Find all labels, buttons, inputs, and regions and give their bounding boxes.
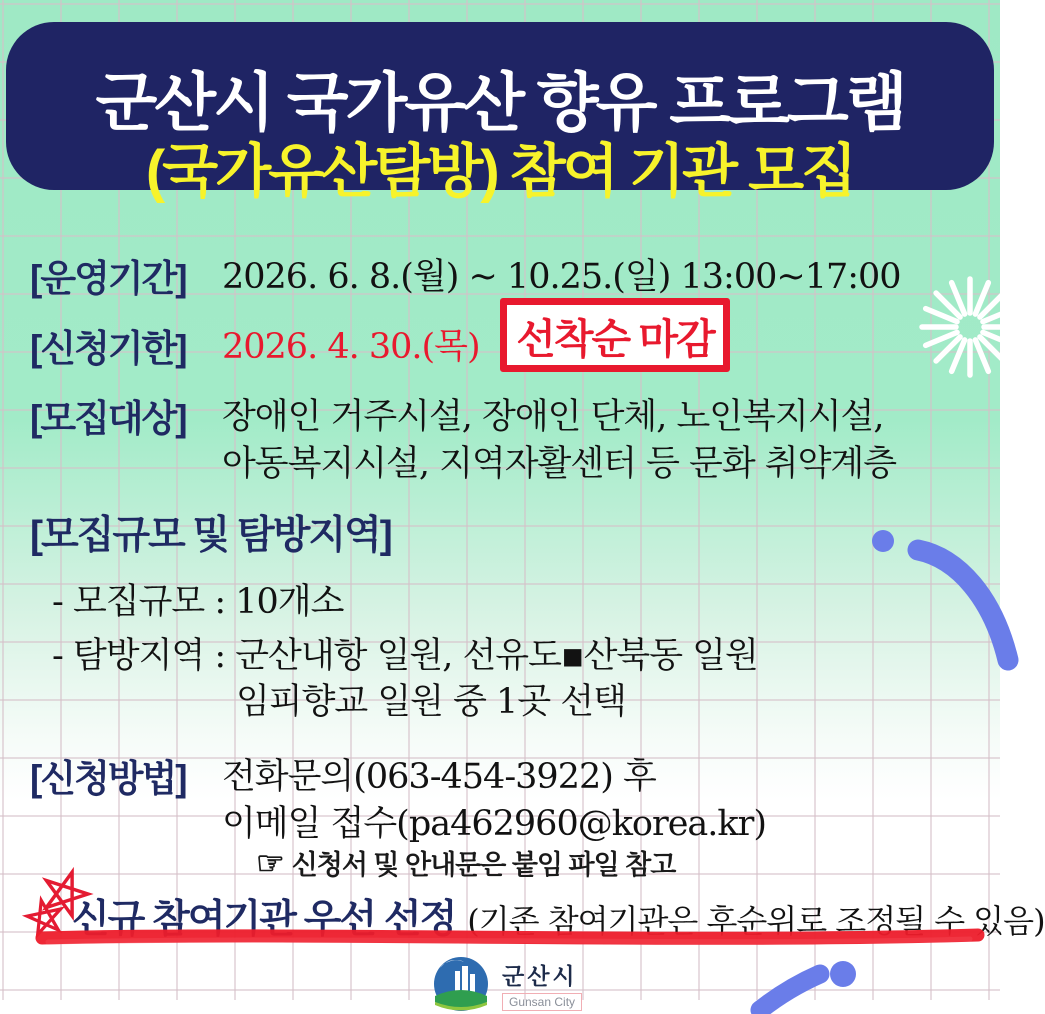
apply-line1: 전화문의(063-454-3922) 후 <box>222 757 656 797</box>
poster-title-line1: 군산시 국가유산 향유 프로그램 <box>95 67 905 139</box>
footer-highlight: 신규 참여기관 우선 선정 <box>72 898 456 941</box>
target-label: [모집대상] <box>30 398 186 439</box>
target-line2: 아동복지시설, 지역자활센터 등 문화 취약계층 <box>222 444 897 484</box>
gunsan-city-logo <box>430 954 582 1014</box>
apply-note-text: 신청서 및 안내문은 붙임 파일 참고 <box>291 850 676 880</box>
scale-item-count: - 모집규모 : 10개소 <box>52 582 344 622</box>
pointing-hand-icon: ☞ <box>256 844 284 881</box>
apply-note <box>256 843 675 882</box>
header-banner <box>6 22 994 204</box>
poster-title-line2: (국가유산탐방) 참여 기관 모집 <box>145 139 855 204</box>
starburst-icon <box>900 258 1040 398</box>
gunsan-city-logo-name-en: Gunsan City <box>502 993 582 1011</box>
gunsan-city-emblem-icon <box>430 954 492 1014</box>
gunsan-city-logo-name: 군산시 <box>502 963 578 989</box>
target-line1: 장애인 거주시설, 장애인 단체, 노인복지시설, <box>222 397 884 437</box>
deadline-value: 2026. 4. 30.(목) <box>222 327 480 367</box>
scale-section-header: [모집규모 및 탐방지역] <box>30 514 391 557</box>
deadline-label: [신청기한] <box>30 328 186 369</box>
period-label: [운영기간] <box>30 258 186 299</box>
scale-item-region-line1: - 탐방지역 : 군산내항 일원, 선유도▪산북동 일원 <box>52 636 758 676</box>
period-value: 2026. 6. 8.(월) ~ 10.25.(일) 13:00~17:00 <box>222 257 901 297</box>
footer-highlight-sub: (기존 참여기관은 후순위로 조정될 수 있음) <box>467 902 1045 940</box>
blue-squiggle-icon <box>740 948 880 1008</box>
first-come-badge-text: 선착순 마감 <box>516 315 714 362</box>
apply-line2: 이메일 접수(pa462960@korea.kr) <box>222 804 767 844</box>
apply-label: [신청방법] <box>30 758 186 799</box>
blue-arc-icon <box>858 518 1018 718</box>
first-come-badge <box>500 298 730 372</box>
scale-item-region-line2: 임피향교 일원 중 1곳 선택 <box>236 682 626 722</box>
